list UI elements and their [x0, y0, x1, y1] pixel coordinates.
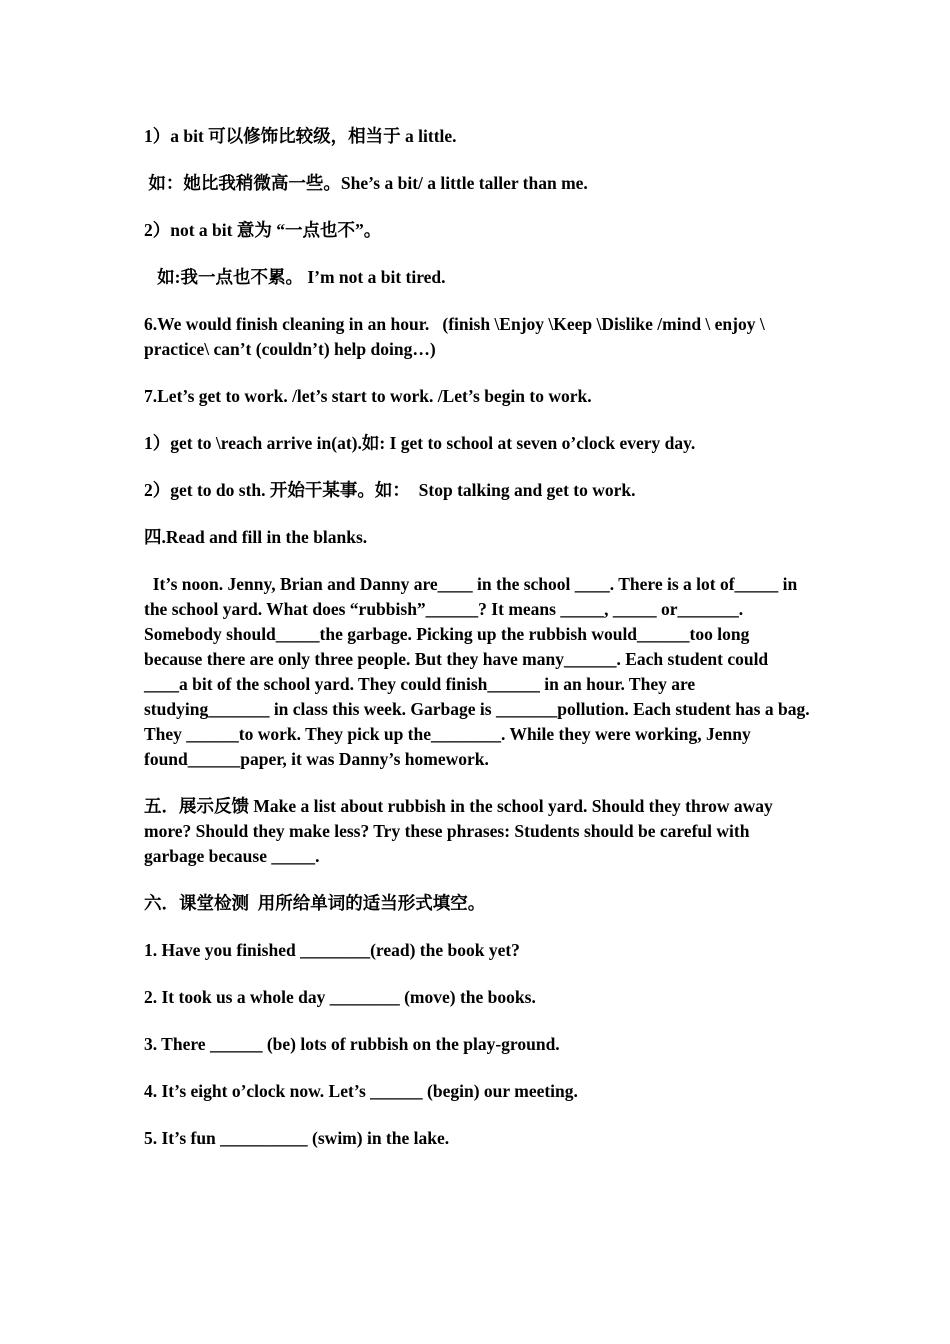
note-not-a-bit: 2）not a bit 意为 “一点也不”。	[144, 220, 382, 240]
document-page	[144, 124, 812, 1173]
example-a-bit: 如：她比我稍微高一些。She’s a bit/ a little taller than me.	[144, 173, 588, 193]
note-a-bit: 1）a bit 可以修饰比较级，相当于 a little.	[144, 126, 457, 146]
section-6-heading: 六．课堂检测 用所给单词的适当形式填空。	[144, 893, 486, 913]
exercise-item-2: 2. It took us a whole day ________ (move) the books.	[144, 987, 536, 1007]
exercise-item-5: 5. It’s fun __________ (swim) in the lake.	[144, 1128, 450, 1148]
point-7-get-to-work: 7.Let’s get to work. /let’s start to work. /Let’s begin to work.	[144, 386, 592, 406]
example-not-a-bit: 如:我一点也不累。 I’m not a bit tired.	[144, 267, 446, 287]
exercise-item-4: 4. It’s eight o’clock now. Let’s ______ (begin) our meeting.	[144, 1081, 578, 1101]
exercise-item-3: 3. There ______ (be) lots of rubbish on the play-ground.	[144, 1034, 560, 1054]
exercise-item-1: 1. Have you finished ________(read) the book yet?	[144, 940, 520, 960]
note-get-to-do: 2）get to do sth. 开始干某事。如： Stop talking and get to work.	[144, 480, 636, 500]
section-5-feedback: 五．展示反馈 Make a list about rubbish in the school yard. Should they throw away more? Should they make less? Try these phrases: Students should be careful with garbage because _____.	[144, 796, 778, 866]
section-4-heading: 四.Read and fill in the blanks.	[144, 527, 368, 547]
point-6-finish-doing: 6.We would finish cleaning in an hour. (finish \Enjoy \Keep \Dislike /mind \ enjoy \ practice\ can’t (couldn’t) help doing…)	[144, 314, 770, 359]
note-get-to: 1）get to \reach arrive in(at).如: I get to school at seven o’clock every day.	[144, 433, 696, 453]
fill-in-blanks-passage: It’s noon. Jenny, Brian and Danny are____ in the school ____. There is a lot of_____ in the school yard. What does “rubbish”______? It means _____, _____ or_______. Somebody should_____the garbage. Picking up the rubbish would______too long because there are only three people. But they have many______. Each student could ____a bit of the school yard. They could finish______ in an hour. They are studying_______ in class this week. Garbage is _______pollution. Each student has a bag. They ______to work. They pick up the________. While they were working, Jenny found______paper, it was Danny’s homework.	[144, 574, 814, 769]
